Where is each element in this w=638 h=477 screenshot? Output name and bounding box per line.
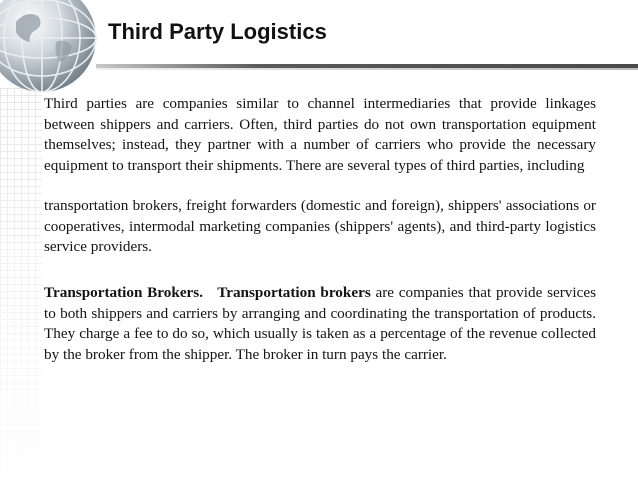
paragraph-intro <box>44 94 596 176</box>
paragraph-3 <box>44 283 596 365</box>
decorative-grid <box>0 88 42 477</box>
paragraph-types <box>44 196 596 258</box>
slide-title: Third Party Logistics <box>108 19 327 44</box>
section-heading: Transportation Brokers. <box>44 284 204 301</box>
paragraph-3-text: are companies that provide services to both shippers and carriers by arranging and coordinating the transportation of products. They charge a fee to do so, which usually is taken as a percentage of the revenue collected by the broker from the shipper. The broker in turn pays the carrier. <box>44 284 596 363</box>
paragraph-brokers <box>44 283 596 365</box>
title-divider-shadow <box>96 68 638 70</box>
paragraph-2-text: transportation brokers, freight forwarders (domestic and foreign), shippers' associations or cooperatives, intermodal marketing companies (shippers' agents), and third-party logistics service providers. <box>44 197 596 255</box>
paragraph-1-text: Third parties are companies similar to channel intermediaries that provide linkages between shippers and carriers. Often, third parties do not own transportation equipment themselves; instead, they partner with a number of carriers who provide the necessary equipment to transport their shipments. There are several types of third parties, including <box>44 95 596 174</box>
defined-term: Transportation brokers <box>217 284 371 301</box>
globe-icon <box>0 0 98 94</box>
